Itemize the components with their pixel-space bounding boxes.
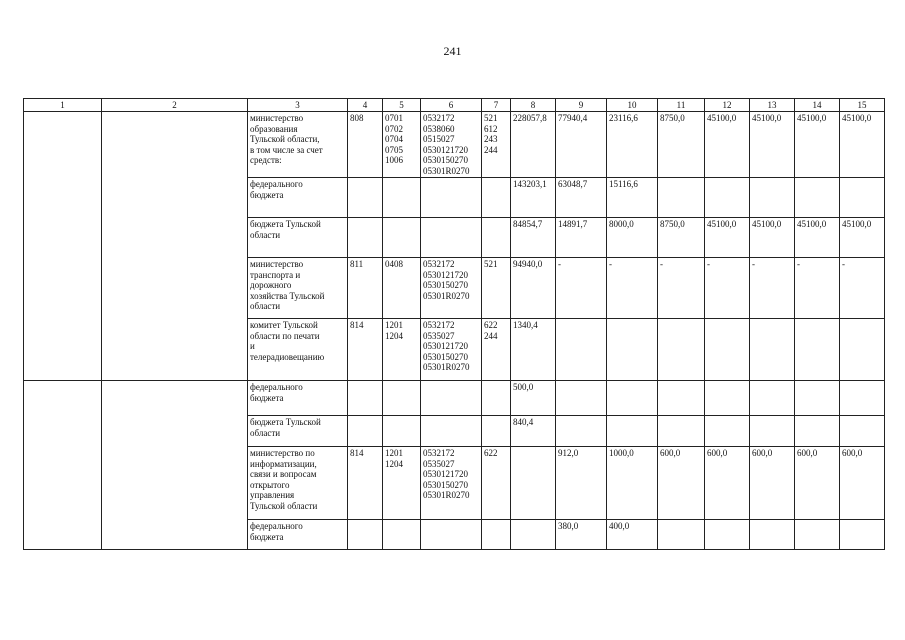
description-cell-line: бюджета — [250, 189, 284, 200]
header-cell: 14 — [795, 99, 840, 112]
amount-cell — [795, 416, 840, 447]
description-cell-line: бюджета — [250, 392, 284, 403]
description-cell-line: области по печати — [250, 330, 320, 341]
ministry-code-cell: 808 — [348, 112, 383, 178]
budget-table — [23, 98, 885, 550]
target-code-cell-line: 05301R0270 — [423, 290, 470, 301]
description-cell-line: области — [250, 229, 281, 240]
target-code-cell-line: 0530150270 — [423, 479, 468, 490]
description-cell-line: бюджета Тульской — [250, 417, 321, 427]
section-code-cell-line: 1006 — [385, 155, 403, 165]
expense-type-cell — [482, 520, 511, 550]
target-code-cell — [421, 258, 482, 319]
expense-type-cell — [482, 447, 511, 520]
description-cell-line: бюджета Тульской — [250, 219, 321, 229]
target-code-cell-line: 05301R0270 — [423, 362, 470, 372]
expense-type-cell-line: 521 — [484, 259, 498, 269]
group-col1-cell — [24, 381, 102, 550]
target-code-cell-line: 0530121720 — [423, 469, 468, 479]
amount-cell — [556, 416, 607, 447]
expense-type-cell-line: 243 — [484, 134, 498, 144]
amount-cell: 500,0 — [511, 381, 556, 416]
description-cell — [248, 381, 348, 416]
amount-cell: 45100,0 — [705, 218, 750, 258]
description-cell-line: министерство по — [250, 448, 315, 458]
header-cell: 12 — [705, 99, 750, 112]
amount-cell: 840,4 — [511, 416, 556, 447]
ministry-code-cell — [348, 178, 383, 218]
description-cell-line: дорожного — [250, 280, 292, 290]
expense-type-cell — [482, 319, 511, 381]
description-cell-line: бюджета — [250, 531, 284, 542]
header-cell: 6 — [421, 99, 482, 112]
amount-cell: 63048,7 — [556, 178, 607, 218]
amount-cell: 400,0 — [607, 520, 658, 550]
target-code-cell-line: 0532172 — [423, 113, 455, 123]
section-code-cell-line: 0701 — [385, 113, 403, 123]
target-code-cell-line: 0530121720 — [423, 269, 468, 280]
ministry-code-cell: 811 — [348, 258, 383, 319]
expense-type-cell-line: 612 — [484, 123, 498, 134]
amount-cell — [658, 416, 705, 447]
expense-type-cell-line: 622 — [484, 448, 498, 458]
description-cell — [248, 178, 348, 218]
amount-cell — [750, 416, 795, 447]
description-cell — [248, 447, 348, 520]
amount-cell — [705, 520, 750, 550]
amount-cell: 45100,0 — [795, 218, 840, 258]
amount-cell: - — [705, 258, 750, 319]
header-cell: 7 — [482, 99, 511, 112]
section-code-cell — [383, 258, 421, 319]
description-cell-line: связи и вопросам — [250, 469, 317, 479]
description-cell-line: Тульской области — [250, 500, 318, 511]
amount-cell — [750, 520, 795, 550]
amount-cell: - — [607, 258, 658, 319]
group-col2-cell — [102, 381, 248, 550]
section-code-cell — [383, 447, 421, 520]
section-code-cell — [383, 178, 421, 218]
target-code-cell-line: 0535027 — [423, 458, 455, 469]
amount-cell: 8750,0 — [658, 218, 705, 258]
amount-cell — [750, 319, 795, 381]
description-cell-line: хозяйства Тульской — [250, 290, 325, 301]
amount-cell: 77940,4 — [556, 112, 607, 178]
amount-cell — [658, 520, 705, 550]
expense-type-cell — [482, 416, 511, 447]
description-cell-line: комитет Тульской — [250, 320, 318, 330]
amount-cell — [607, 381, 658, 416]
amount-cell: 1340,4 — [511, 319, 556, 381]
description-cell-line: телерадиовещанию — [250, 351, 325, 362]
section-code-cell — [383, 319, 421, 381]
amount-cell — [511, 447, 556, 520]
target-code-cell-line: 0515027 — [423, 134, 455, 144]
target-code-cell — [421, 178, 482, 218]
amount-cell: - — [556, 258, 607, 319]
amount-cell: 600,0 — [840, 447, 885, 520]
amount-cell: 600,0 — [658, 447, 705, 520]
amount-cell: - — [840, 258, 885, 319]
header-cell: 10 — [607, 99, 658, 112]
target-code-cell — [421, 447, 482, 520]
amount-cell: 8750,0 — [658, 112, 705, 178]
amount-cell — [607, 416, 658, 447]
target-code-cell — [421, 218, 482, 258]
target-code-cell — [421, 416, 482, 447]
header-row — [24, 99, 885, 112]
description-cell-line: открытого — [250, 479, 290, 490]
amount-cell: 45100,0 — [750, 112, 795, 178]
description-cell-line: области — [250, 301, 281, 311]
amount-cell — [658, 178, 705, 218]
amount-cell: - — [658, 258, 705, 319]
expense-type-cell — [482, 381, 511, 416]
target-code-cell — [421, 520, 482, 550]
table-row — [24, 381, 885, 416]
amount-cell — [795, 319, 840, 381]
table-body — [24, 112, 885, 550]
amount-cell: 45100,0 — [840, 112, 885, 178]
description-cell — [248, 319, 348, 381]
amount-cell — [511, 520, 556, 550]
target-code-cell-line: 0535027 — [423, 330, 455, 341]
ministry-code-cell — [348, 520, 383, 550]
header-cell: 5 — [383, 99, 421, 112]
amount-cell: 23116,6 — [607, 112, 658, 178]
target-code-cell-line: 0530121720 — [423, 144, 468, 155]
description-cell-line: министерство — [250, 259, 304, 269]
description-cell-line: информатизации, — [250, 458, 317, 469]
amount-cell: - — [750, 258, 795, 319]
section-code-cell-line: 0705 — [385, 144, 403, 155]
ministry-code-cell — [348, 416, 383, 447]
description-cell-line: управления — [250, 490, 295, 500]
section-code-cell-line: 1204 — [385, 330, 403, 341]
section-code-cell-line: 0704 — [385, 134, 403, 144]
header-cell: 11 — [658, 99, 705, 112]
expense-type-cell — [482, 258, 511, 319]
header-cell: 15 — [840, 99, 885, 112]
header-cell: 3 — [248, 99, 348, 112]
amount-cell — [795, 520, 840, 550]
amount-cell — [705, 178, 750, 218]
ministry-code-cell — [348, 381, 383, 416]
expense-type-cell-line: 244 — [484, 330, 498, 341]
amount-cell: 600,0 — [795, 447, 840, 520]
amount-cell: 45100,0 — [705, 112, 750, 178]
header-cell: 9 — [556, 99, 607, 112]
description-cell-line: федерального — [250, 179, 303, 189]
target-code-cell-line: 0532172 — [423, 448, 455, 458]
amount-cell — [795, 178, 840, 218]
section-code-cell — [383, 520, 421, 550]
ministry-code-cell: 814 — [348, 319, 383, 381]
ministry-code-cell: 814 — [348, 447, 383, 520]
description-cell-line: федерального — [250, 382, 303, 392]
target-code-cell-line: 0530150270 — [423, 280, 468, 290]
amount-cell — [840, 381, 885, 416]
description-cell-line: в том числе за счет — [250, 144, 323, 155]
amount-cell: 600,0 — [705, 447, 750, 520]
amount-cell — [840, 178, 885, 218]
amount-cell — [795, 381, 840, 416]
target-code-cell — [421, 319, 482, 381]
amount-cell: - — [795, 258, 840, 319]
description-cell-line: и — [250, 341, 255, 351]
section-code-cell-line: 1204 — [385, 458, 403, 469]
description-cell-line: федерального — [250, 521, 303, 531]
amount-cell — [705, 381, 750, 416]
target-code-cell-line: 0530150270 — [423, 351, 468, 362]
expense-type-cell-line: 622 — [484, 320, 498, 330]
amount-cell: 1000,0 — [607, 447, 658, 520]
amount-cell: 94940,0 — [511, 258, 556, 319]
target-code-cell — [421, 112, 482, 178]
header-cell: 4 — [348, 99, 383, 112]
description-cell — [248, 520, 348, 550]
page-number: 241 — [443, 44, 462, 58]
description-cell — [248, 416, 348, 447]
description-cell — [248, 258, 348, 319]
description-cell — [248, 218, 348, 258]
ministry-code-cell — [348, 218, 383, 258]
section-code-cell — [383, 218, 421, 258]
expense-type-cell — [482, 218, 511, 258]
header-cell: 13 — [750, 99, 795, 112]
description-cell-line: области — [250, 427, 281, 438]
header-cell: 8 — [511, 99, 556, 112]
amount-cell: 84854,7 — [511, 218, 556, 258]
amount-cell: 143203,1 — [511, 178, 556, 218]
amount-cell — [840, 416, 885, 447]
expense-type-cell-line: 244 — [484, 144, 498, 155]
amount-cell: 15116,6 — [607, 178, 658, 218]
target-code-cell-line: 0530121720 — [423, 341, 468, 351]
amount-cell: 45100,0 — [840, 218, 885, 258]
amount-cell — [840, 520, 885, 550]
amount-cell — [556, 319, 607, 381]
amount-cell: 600,0 — [750, 447, 795, 520]
amount-cell — [705, 319, 750, 381]
description-cell-line: Тульской области, — [250, 134, 320, 144]
section-code-cell-line: 1201 — [385, 320, 403, 330]
target-code-cell-line: 0530150270 — [423, 155, 468, 165]
expense-type-cell — [482, 178, 511, 218]
amount-cell: 45100,0 — [795, 112, 840, 178]
target-code-cell — [421, 381, 482, 416]
section-code-cell — [383, 416, 421, 447]
target-code-cell-line: 05301R0270 — [423, 165, 470, 176]
header-cell: 2 — [102, 99, 248, 112]
section-code-cell-line: 0408 — [385, 259, 403, 269]
expense-type-cell-line: 521 — [484, 113, 498, 123]
target-code-cell-line: 0538060 — [423, 123, 455, 134]
amount-cell: 912,0 — [556, 447, 607, 520]
amount-cell: 8000,0 — [607, 218, 658, 258]
section-code-cell — [383, 381, 421, 416]
section-code-cell-line: 0702 — [385, 123, 403, 134]
description-cell — [248, 112, 348, 178]
section-code-cell — [383, 112, 421, 178]
group-col2-cell — [102, 112, 248, 381]
description-cell-line: министерство — [250, 113, 304, 123]
amount-cell: 228057,8 — [511, 112, 556, 178]
description-cell-line: транспорта и — [250, 269, 301, 280]
amount-cell: 14891,7 — [556, 218, 607, 258]
target-code-cell-line: 0532172 — [423, 320, 455, 330]
amount-cell — [705, 416, 750, 447]
amount-cell — [750, 178, 795, 218]
amount-cell — [840, 319, 885, 381]
amount-cell: 380,0 — [556, 520, 607, 550]
amount-cell — [750, 381, 795, 416]
amount-cell — [607, 319, 658, 381]
group-col1-cell — [24, 112, 102, 381]
target-code-cell-line: 0532172 — [423, 259, 455, 269]
amount-cell — [556, 381, 607, 416]
amount-cell: 45100,0 — [750, 218, 795, 258]
expense-type-cell — [482, 112, 511, 178]
table-row — [24, 112, 885, 178]
section-code-cell-line: 1201 — [385, 448, 403, 458]
amount-cell — [658, 319, 705, 381]
amount-cell — [658, 381, 705, 416]
target-code-cell-line: 05301R0270 — [423, 490, 470, 500]
header-cell: 1 — [24, 99, 102, 112]
description-cell-line: образования — [250, 123, 298, 134]
description-cell-line: средств: — [250, 155, 282, 165]
